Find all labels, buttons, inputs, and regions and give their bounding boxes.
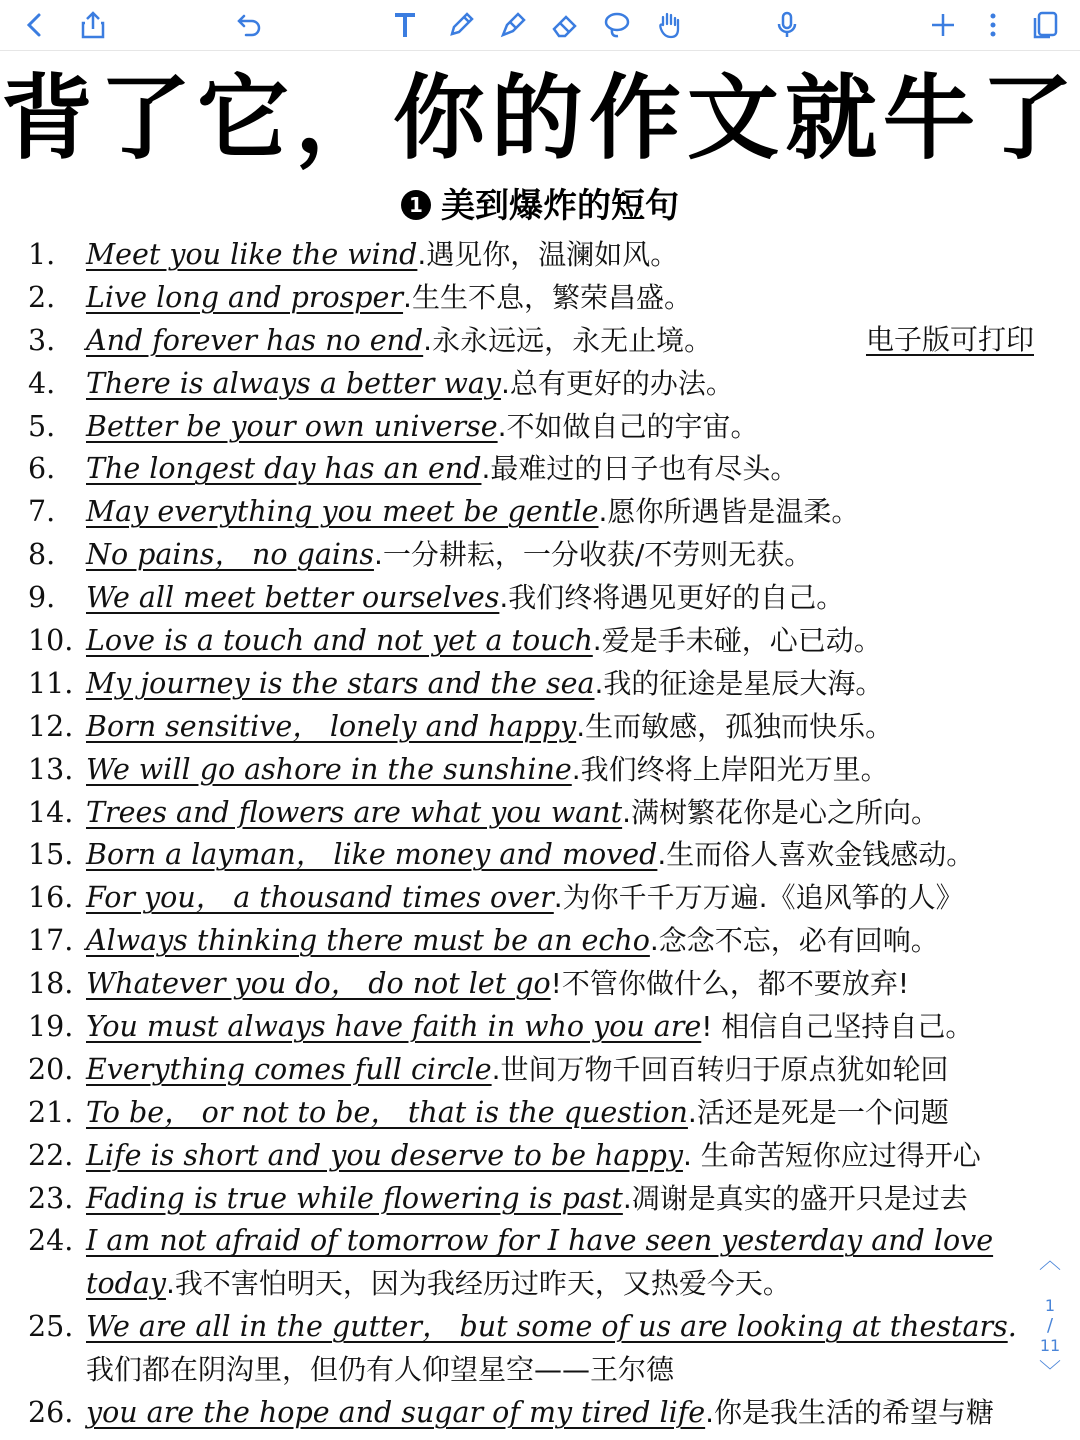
sentence-item [28, 320, 1048, 363]
english-sentence-continued: today [86, 1267, 166, 1301]
sentence-item [28, 277, 1048, 320]
section-heading [0, 183, 1080, 229]
sentence-number: 17. [28, 924, 74, 958]
chinese-translation: .生而敏感，孤独而快乐。 [576, 709, 894, 743]
english-sentence: Meet you like the wind [86, 238, 418, 271]
sentence-continuation [28, 1263, 1048, 1306]
sentence-item [28, 1220, 1048, 1263]
chinese-translation: !不管你做什么，都不要放弃! [550, 967, 910, 1001]
sentence-item [28, 1006, 1048, 1049]
sentence-item [28, 406, 1048, 449]
more-icon[interactable] [972, 4, 1014, 46]
chinese-translation: .爱是手未碰，心已动。 [592, 624, 882, 658]
pages-icon[interactable] [1024, 4, 1066, 46]
share-icon[interactable] [72, 4, 114, 46]
microphone-icon[interactable] [766, 4, 808, 46]
english-sentence: We are all in the gutter， but some of us are looking at thestars [86, 1310, 1008, 1344]
sentence-number: 25. [28, 1310, 74, 1344]
chinese-translation: .永永远远，永无止境。 [423, 323, 713, 357]
page-separator: / [1046, 1315, 1054, 1336]
sentence-item [28, 363, 1048, 406]
sentence-number: 19. [28, 1010, 74, 1044]
sentence-item [28, 920, 1048, 963]
continuation-text [86, 1263, 791, 1306]
sentence-number: 26. [28, 1396, 74, 1430]
scroll-down-icon[interactable]: ﹀ [1038, 1360, 1061, 1385]
sentence-list [28, 234, 1048, 1435]
sentence-item [28, 877, 1048, 920]
chinese-translation: .总有更好的办法。 [500, 366, 734, 400]
back-icon[interactable] [14, 4, 56, 46]
sentence-item [28, 1049, 1048, 1092]
sentence-item [28, 534, 1048, 577]
english-sentence: Trees and flowers are what you want [86, 795, 623, 829]
sentence-number: 22. [28, 1138, 74, 1172]
chinese-translation: .愿你所遇皆是温柔。 [598, 495, 860, 529]
chinese-translation: 我们都在阴沟里，但仍有人仰望星空——王尔德 [86, 1353, 675, 1387]
sentence-text [86, 1006, 973, 1049]
page-scroller[interactable] [1030, 1244, 1070, 1404]
chinese-translation: .凋谢是真实的盛开只是过去 [622, 1181, 968, 1215]
sentence-text [86, 1178, 968, 1221]
english-sentence: I am not afraid of tomorrow for I have seen yesterday and love [86, 1224, 994, 1258]
sentence-number: 2. [28, 280, 56, 314]
english-sentence: Better be your own universe [86, 409, 498, 443]
sentence-item [28, 1178, 1048, 1221]
sentence-item [28, 1392, 1048, 1435]
sentence-number: 21. [28, 1095, 74, 1129]
chinese-translation: ! 相信自己坚持自己。 [701, 1010, 974, 1044]
sentence-item [28, 1092, 1048, 1135]
english-sentence: We all meet better ourselves [86, 581, 500, 615]
sentence-number: 1. [28, 238, 56, 271]
sentence-item [28, 448, 1048, 491]
sentence-end-mark: . [1007, 1310, 1017, 1344]
add-icon[interactable] [922, 4, 964, 46]
undo-icon[interactable] [228, 4, 270, 46]
hand-icon[interactable] [648, 4, 690, 46]
print-note: 电子版可打印 [865, 323, 1034, 356]
chinese-translation: .不如做自己的宇宙。 [497, 409, 759, 443]
sentence-number: 18. [28, 967, 74, 1001]
sentence-number: 14. [28, 795, 74, 829]
section-label: 美到爆炸的短句 [441, 186, 679, 226]
english-sentence: For you， a thousand times over [86, 881, 554, 915]
section-number-badge: 1 [401, 190, 431, 220]
sentence-text [86, 1220, 993, 1263]
eraser-icon[interactable] [544, 4, 586, 46]
chinese-translation: .我的征途是星辰大海。 [594, 666, 884, 700]
sentence-text [86, 534, 812, 577]
pen-icon[interactable] [440, 4, 482, 46]
chinese-translation: .念念不忘，必有回响。 [649, 924, 939, 958]
page-title: 背了它，你的作文就牛了 [0, 65, 1079, 172]
sentence-number: 11. [28, 666, 74, 700]
sentence-item [28, 1135, 1048, 1178]
text-tool-icon[interactable] [384, 4, 426, 46]
english-sentence: Born sensitive， lonely and happy [86, 709, 577, 743]
sentence-item [28, 706, 1048, 749]
chinese-translation: .满树繁花你是心之所向。 [622, 795, 940, 829]
sentence-text [86, 1049, 949, 1092]
sentence-text [86, 448, 798, 491]
sentence-text [86, 491, 859, 534]
sentence-item [28, 834, 1048, 877]
english-sentence: Born a layman， like money and moved [86, 838, 658, 872]
chinese-translation: .最难过的日子也有尽头。 [481, 452, 799, 486]
chinese-translation: .世间万物千回百转归于原点犹如轮回 [491, 1052, 949, 1086]
sentence-number: 15. [28, 838, 74, 872]
current-page: 1 [1044, 1296, 1056, 1315]
english-sentence: You must always have faith in who you are [86, 1010, 702, 1044]
sentence-number: 7. [28, 495, 56, 529]
chinese-translation: .一分耕耘，一分收获/不劳则无获。 [373, 538, 813, 572]
toolbar [0, 0, 1080, 51]
chinese-translation: .我们终将遇见更好的自己。 [499, 581, 845, 615]
sentence-continuation [28, 1349, 1048, 1392]
sentence-number: 12. [28, 709, 74, 743]
english-sentence: Fading is true while flowering is past [86, 1181, 623, 1215]
sentence-number: 4. [28, 366, 56, 400]
english-sentence: Love is a touch and not yet a touch [86, 624, 593, 658]
english-sentence: And forever has no end [86, 323, 424, 357]
english-sentence: Live long and prosper [86, 280, 404, 314]
chinese-translation: .生生不息，繁荣昌盛。 [403, 280, 692, 314]
sentence-text [86, 877, 964, 920]
sentence-text [86, 1306, 1017, 1349]
sentence-text [86, 706, 893, 749]
chinese-translation: .你是我生活的希望与糖 [705, 1396, 995, 1430]
chinese-translation: .我们终将上岸阳光万里。 [571, 752, 889, 786]
sentence-number: 10. [28, 624, 74, 658]
chinese-translation: .活还是死是一个问题 [687, 1095, 949, 1129]
sentence-item [28, 1306, 1048, 1349]
sentence-number: 13. [28, 752, 74, 786]
sentence-text [86, 920, 939, 963]
sentence-text [86, 234, 678, 277]
lasso-icon[interactable] [596, 4, 638, 46]
english-sentence: No pains， no gains [86, 538, 374, 572]
sentence-number: 9. [28, 581, 56, 615]
sentence-item [28, 963, 1048, 1006]
sentence-item [28, 491, 1048, 534]
sentence-number: 24. [28, 1224, 74, 1258]
english-sentence: The longest day has an end [86, 452, 482, 486]
english-sentence: May everything you meet be gentle [86, 495, 599, 529]
sentence-number: 8. [28, 538, 56, 572]
highlighter-icon[interactable] [492, 4, 534, 46]
sentence-text [86, 749, 889, 792]
sentence-text [86, 963, 909, 1006]
sentence-number: 6. [28, 452, 56, 486]
sentence-text [86, 406, 759, 449]
sentence-number: 3. [28, 323, 56, 357]
chinese-translation: .为你千千万万遍.《追风筝的人》 [553, 881, 964, 915]
english-sentence: We will go ashore in the sunshine [86, 752, 572, 786]
english-sentence: you are the hope and sugar of my tired life [86, 1396, 706, 1430]
english-sentence: Life is short and you deserve to be happy [86, 1138, 683, 1172]
total-pages: 11 [1039, 1336, 1061, 1355]
english-sentence: There is always a better way [86, 366, 501, 400]
english-sentence: Always thinking there must be an echo [86, 924, 650, 958]
sentence-number: 16. [28, 881, 74, 915]
sentence-number: 5. [28, 409, 56, 443]
sentence-item [28, 663, 1048, 706]
sentence-item [28, 234, 1048, 277]
english-sentence: To be， or not to be， that is the question [86, 1095, 688, 1129]
sentence-text [86, 577, 844, 620]
sentence-text [86, 792, 939, 835]
sentence-text [86, 1392, 994, 1435]
sentence-text [86, 363, 734, 406]
english-sentence: Everything comes full circle [86, 1052, 492, 1086]
english-sentence: My journey is the stars and the sea [86, 666, 595, 700]
english-sentence: Whatever you do， do not let go [86, 967, 551, 1001]
sentence-item [28, 749, 1048, 792]
sentence-item [28, 620, 1048, 663]
sentence-text [86, 1092, 949, 1135]
scroll-up-icon[interactable]: ︿ [1038, 1249, 1061, 1274]
chinese-translation: . 生命苦短你应过得开心 [682, 1138, 981, 1172]
sentence-text [86, 834, 974, 877]
sentence-text [86, 277, 692, 320]
chinese-translation: .生而俗人喜欢金钱感动。 [657, 838, 975, 872]
chinese-translation: .遇见你，温澜如风。 [417, 238, 679, 271]
note-page [0, 58, 1080, 1440]
sentence-text [86, 1135, 981, 1178]
sentence-number: 20. [28, 1052, 74, 1086]
sentence-number: 23. [28, 1181, 74, 1215]
chinese-translation: .我不害怕明天，因为我经历过昨天，又热爱今天。 [165, 1267, 791, 1301]
sentence-item [28, 577, 1048, 620]
sentence-text [86, 620, 882, 663]
sentence-item [28, 792, 1048, 835]
sentence-text [86, 663, 883, 706]
sentence-text [86, 320, 712, 363]
continuation-text [86, 1349, 674, 1392]
